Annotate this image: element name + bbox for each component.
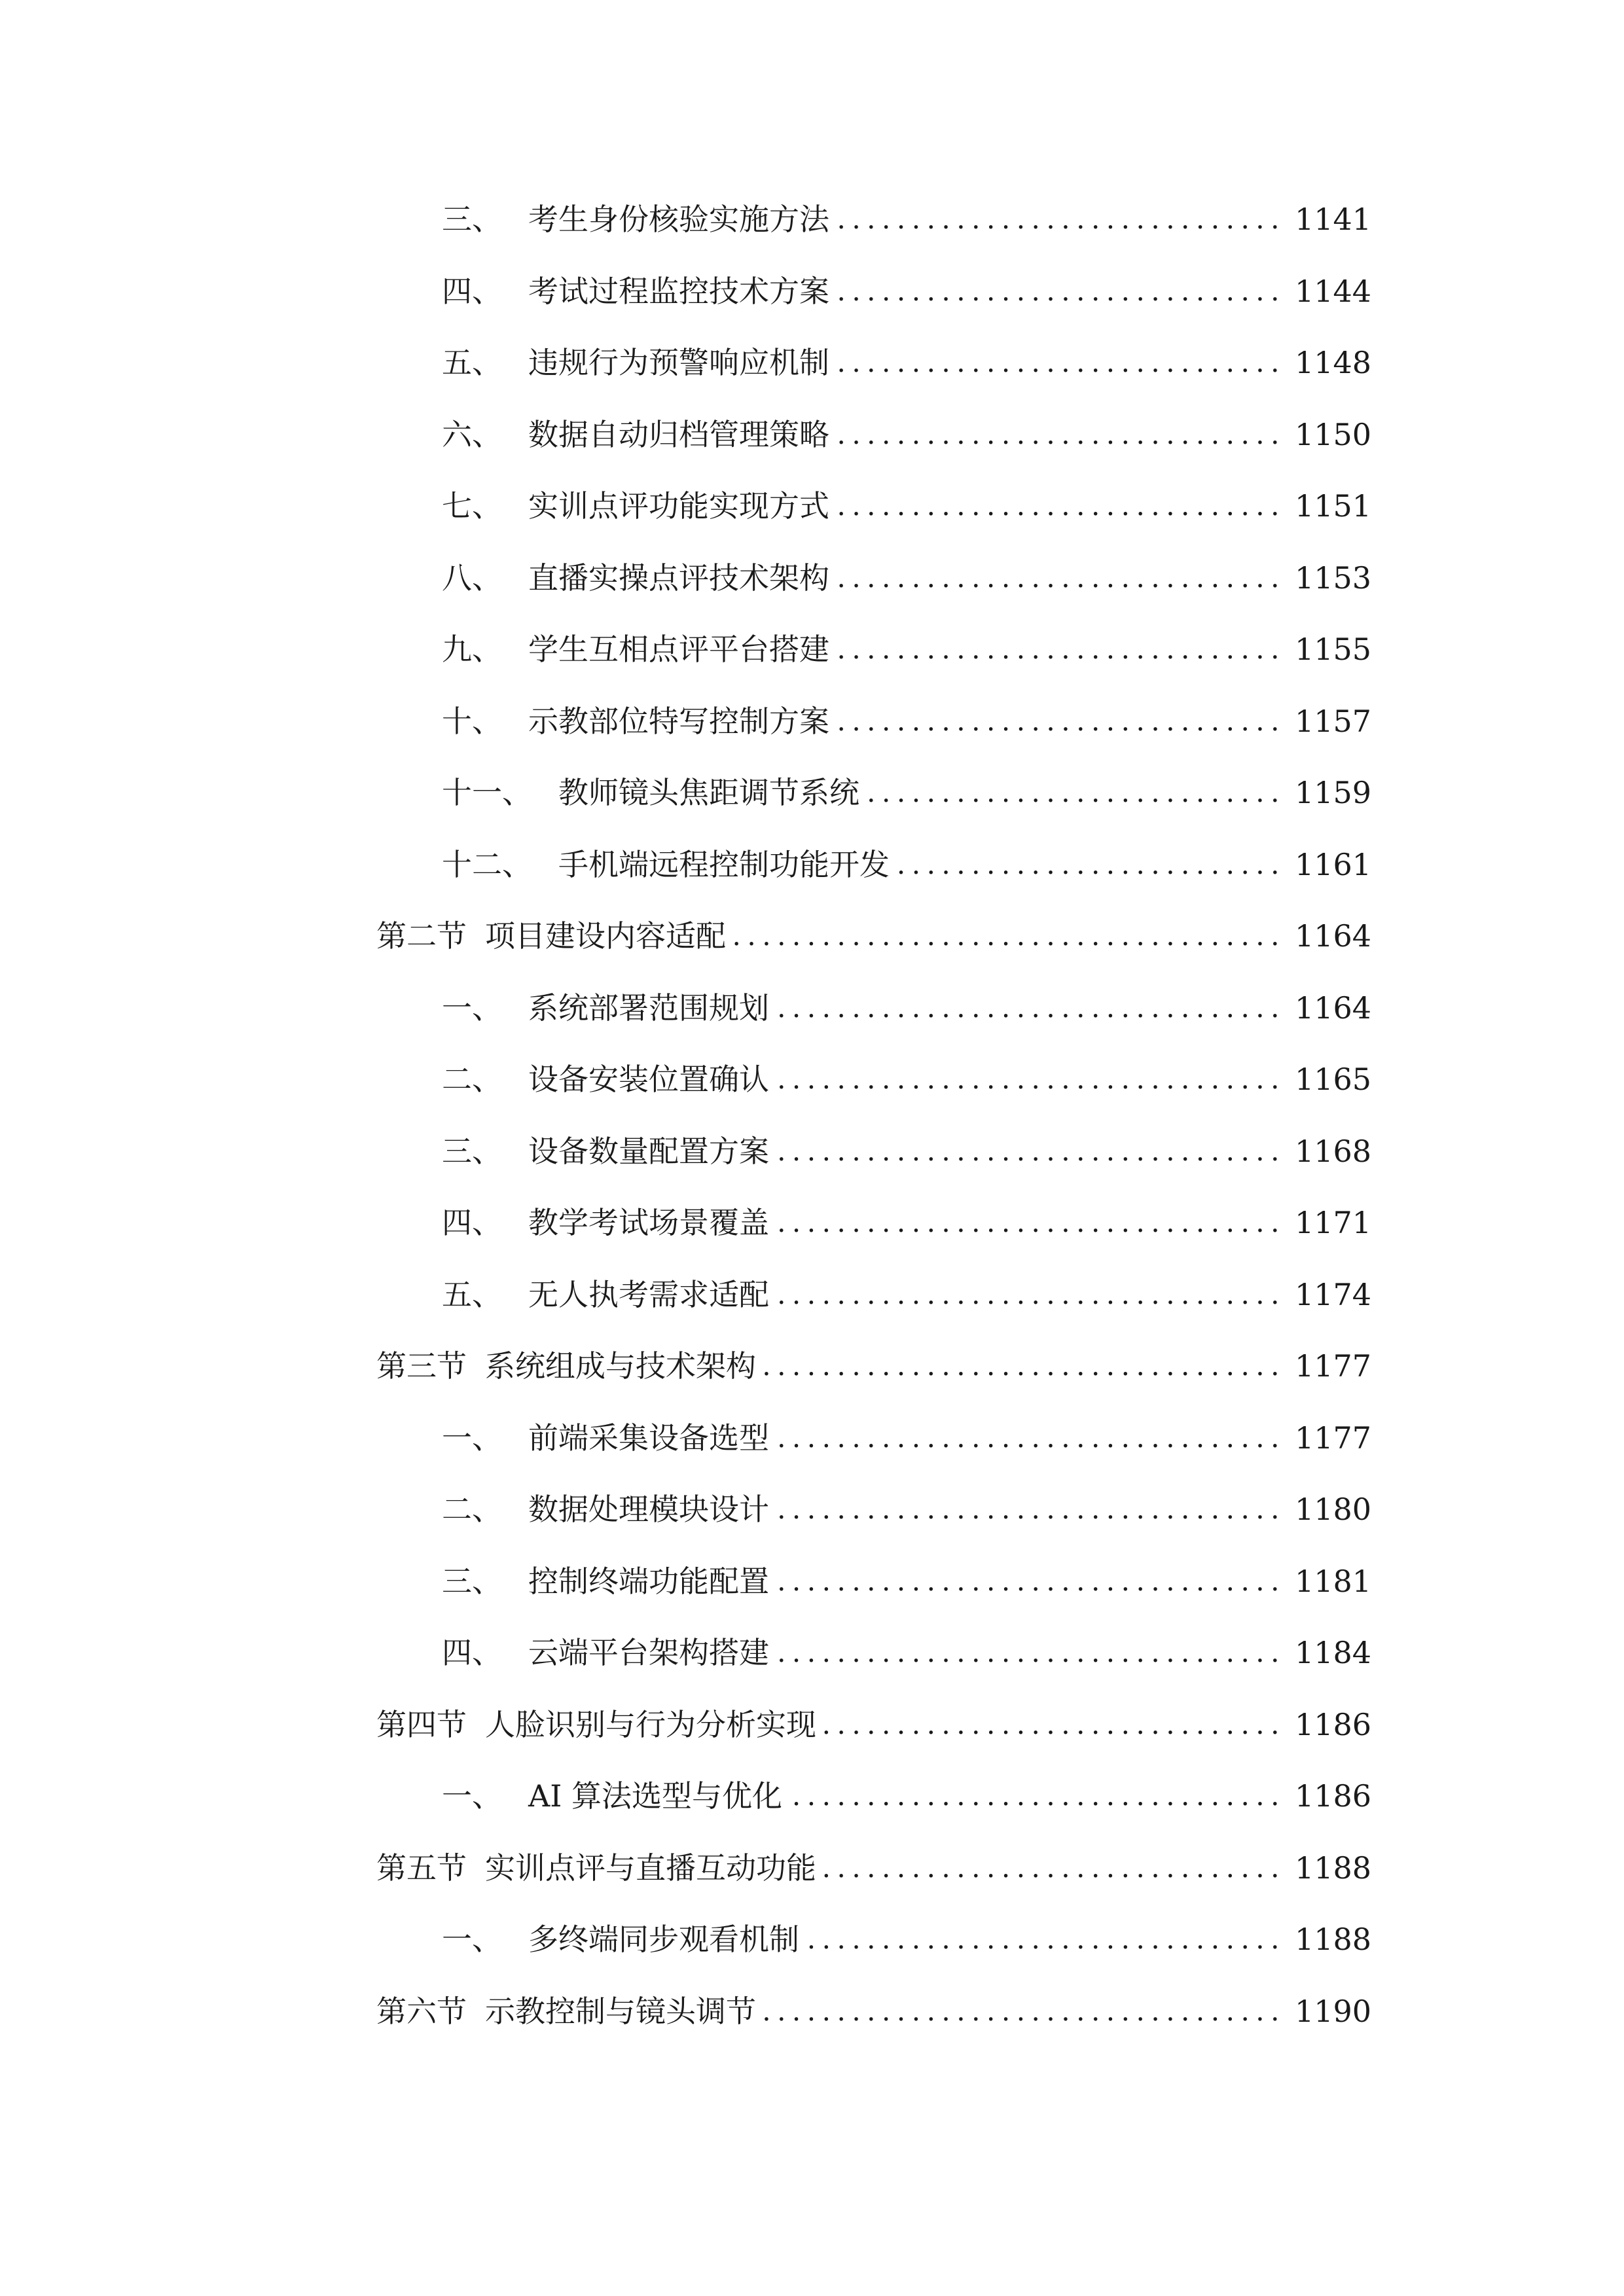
dot-leader [777, 1623, 1286, 1682]
toc-entry[interactable] [442, 1480, 1372, 1539]
toc-entry-title: 人脸识别与行为分析实现 [485, 1707, 816, 1742]
toc-entry-title: 系统部署范围规划 [528, 990, 769, 1026]
toc-entry[interactable] [442, 1552, 1372, 1611]
toc-entry-number: 八、 [442, 560, 502, 596]
dot-leader [777, 1193, 1286, 1252]
toc-entry-title: 项目建设内容适配 [485, 918, 726, 954]
toc-entry-page: 1190 [1295, 1994, 1372, 2029]
dot-leader [777, 1408, 1286, 1467]
toc-entry-number: 四、 [442, 274, 502, 309]
toc-entry-title: 系统组成与技术架构 [485, 1348, 756, 1384]
toc-entry-title: 教师镜头焦距调节系统 [558, 775, 859, 810]
toc-entry-title: 直播实操点评技术架构 [528, 560, 829, 596]
dot-leader [734, 906, 1286, 965]
toc-entry-page: 1165 [1295, 1062, 1372, 1097]
toc-entry-number: 五、 [442, 1277, 502, 1312]
toc-entry-number: 四、 [442, 1635, 502, 1670]
toc-entry-number: 十一、 [442, 775, 532, 810]
toc-entry[interactable] [442, 405, 1372, 464]
toc-entry-title: 示教部位特写控制方案 [528, 704, 829, 739]
dot-leader [764, 1982, 1286, 2041]
toc-entry-number: 二、 [442, 1062, 502, 1097]
dot-leader [777, 978, 1286, 1037]
toc-entry-title: AI 算法选型与优化 [528, 1778, 783, 1814]
toc-entry-page: 1184 [1295, 1635, 1372, 1670]
toc-entry-title: 多终端同步观看机制 [528, 1922, 799, 1957]
dot-leader [837, 476, 1286, 535]
toc-entry[interactable] [442, 190, 1372, 249]
toc-entry[interactable] [442, 835, 1372, 894]
dot-leader [837, 692, 1286, 751]
dot-leader [837, 262, 1286, 321]
toc-entry-title: 学生互相点评平台搭建 [528, 632, 829, 667]
dot-leader [777, 1552, 1286, 1611]
toc-entry-title: 云端平台架构搭建 [528, 1635, 769, 1670]
toc-entry[interactable] [442, 763, 1372, 822]
toc-entry-number: 九、 [442, 632, 502, 667]
toc-entry-number: 三、 [442, 1134, 502, 1169]
toc-entry-number: 一、 [442, 1778, 502, 1814]
toc-entry[interactable] [442, 620, 1372, 679]
toc-entry-title: 前端采集设备选型 [528, 1420, 769, 1456]
toc-entry-number: 六、 [442, 417, 502, 452]
toc-entry[interactable] [442, 692, 1372, 751]
toc-entry-page: 1151 [1295, 488, 1372, 524]
toc-entry-section[interactable] [376, 1839, 1372, 1897]
dot-leader [837, 190, 1286, 249]
toc-entry-page: 1161 [1295, 847, 1372, 882]
toc-entry-page: 1186 [1295, 1778, 1372, 1814]
toc-entry-number: 一、 [442, 1420, 502, 1456]
toc-entry-page: 1181 [1295, 1564, 1372, 1599]
toc-entry-page: 1155 [1295, 632, 1372, 667]
toc-entry-title: 数据自动归档管理策略 [528, 417, 829, 452]
toc-entry-number: 第三节 [376, 1348, 467, 1384]
toc-entry-page: 1144 [1295, 274, 1372, 309]
toc-entry-number: 四、 [442, 1205, 502, 1240]
toc-entry[interactable] [442, 548, 1372, 607]
toc-entry-number: 第四节 [376, 1707, 467, 1742]
dot-leader [824, 1695, 1286, 1754]
dot-leader [837, 333, 1286, 392]
toc-entry-page: 1157 [1295, 704, 1372, 739]
toc-entry-title: 教学考试场景覆盖 [528, 1205, 769, 1240]
toc-entry[interactable] [442, 1122, 1372, 1181]
toc-entry-page: 1159 [1295, 775, 1372, 810]
toc-entry-page: 1188 [1295, 1850, 1372, 1886]
toc-entry-page: 1186 [1295, 1707, 1372, 1742]
toc-entry[interactable] [442, 262, 1372, 321]
dot-leader [777, 1265, 1286, 1324]
toc-entry[interactable] [442, 1050, 1372, 1109]
dot-leader [807, 1910, 1286, 1969]
toc-entry-page: 1141 [1295, 202, 1372, 237]
toc-entry-title: 设备安装位置确认 [528, 1062, 769, 1097]
dot-leader [897, 835, 1286, 894]
toc-entry-section[interactable] [376, 906, 1372, 965]
toc-entry-number: 第六节 [376, 1994, 467, 2029]
toc-entry-number: 第二节 [376, 918, 467, 954]
toc-entry[interactable] [442, 1767, 1372, 1825]
toc-entry[interactable] [442, 1623, 1372, 1682]
toc-entry-title: 考生身份核验实施方法 [528, 202, 829, 237]
toc-entry-number: 七、 [442, 488, 502, 524]
toc-entry[interactable] [442, 1193, 1372, 1252]
toc-entry-number: 一、 [442, 1922, 502, 1957]
toc-entry-page: 1171 [1295, 1205, 1372, 1240]
toc-entry-title: 实训点评与直播互动功能 [485, 1850, 816, 1886]
toc-entry-page: 1188 [1295, 1922, 1372, 1957]
dot-leader [764, 1336, 1286, 1395]
toc-entry-title: 设备数量配置方案 [528, 1134, 769, 1169]
toc-entry-title: 无人执考需求适配 [528, 1277, 769, 1312]
toc-entry[interactable] [442, 978, 1372, 1037]
toc-entry-page: 1164 [1295, 918, 1372, 954]
toc-entry-number: 三、 [442, 202, 502, 237]
dot-leader [867, 763, 1286, 822]
toc-entry-page: 1168 [1295, 1134, 1372, 1169]
toc-entry-page: 1164 [1295, 990, 1372, 1026]
toc-entry-page: 1150 [1295, 417, 1372, 452]
dot-leader [777, 1050, 1286, 1109]
dot-leader [837, 405, 1286, 464]
toc-entry-number: 二、 [442, 1492, 502, 1527]
dot-leader [777, 1480, 1286, 1539]
toc-entry-page: 1174 [1295, 1277, 1372, 1312]
toc-entry-title: 手机端远程控制功能开发 [558, 847, 890, 882]
toc-entry-page: 1148 [1295, 345, 1372, 380]
toc-entry-number: 第五节 [376, 1850, 467, 1886]
toc-entry-number: 十二、 [442, 847, 532, 882]
toc-entry-title: 数据处理模块设计 [528, 1492, 769, 1527]
toc-entry[interactable] [442, 333, 1372, 392]
toc-entry-page: 1180 [1295, 1492, 1372, 1527]
toc-entry-title: 实训点评功能实现方式 [528, 488, 829, 524]
toc-entry-number: 三、 [442, 1564, 502, 1599]
toc-entry-section[interactable] [376, 1982, 1372, 2041]
toc-entry-number: 一、 [442, 990, 502, 1026]
toc-entry-page: 1153 [1295, 560, 1372, 596]
toc-entry-title: 控制终端功能配置 [528, 1564, 769, 1599]
toc-entry[interactable] [442, 1408, 1372, 1467]
dot-leader [777, 1122, 1286, 1181]
toc-entry-title: 违规行为预警响应机制 [528, 345, 829, 380]
toc-entry[interactable] [442, 1265, 1372, 1324]
dot-leader [824, 1839, 1286, 1897]
toc-entry[interactable] [442, 476, 1372, 535]
toc-entry-section[interactable] [376, 1695, 1372, 1754]
toc-entry[interactable] [442, 1910, 1372, 1969]
toc-entry-section[interactable] [376, 1336, 1372, 1395]
toc-entry-page: 1177 [1295, 1420, 1372, 1456]
dot-leader [790, 1767, 1286, 1825]
toc-entry-page: 1177 [1295, 1348, 1372, 1384]
toc-entry-number: 五、 [442, 345, 502, 380]
toc-entry-number: 十、 [442, 704, 502, 739]
toc-entry-title: 示教控制与镜头调节 [485, 1994, 756, 2029]
dot-leader [837, 548, 1286, 607]
toc-entry-title: 考试过程监控技术方案 [528, 274, 829, 309]
dot-leader [837, 620, 1286, 679]
